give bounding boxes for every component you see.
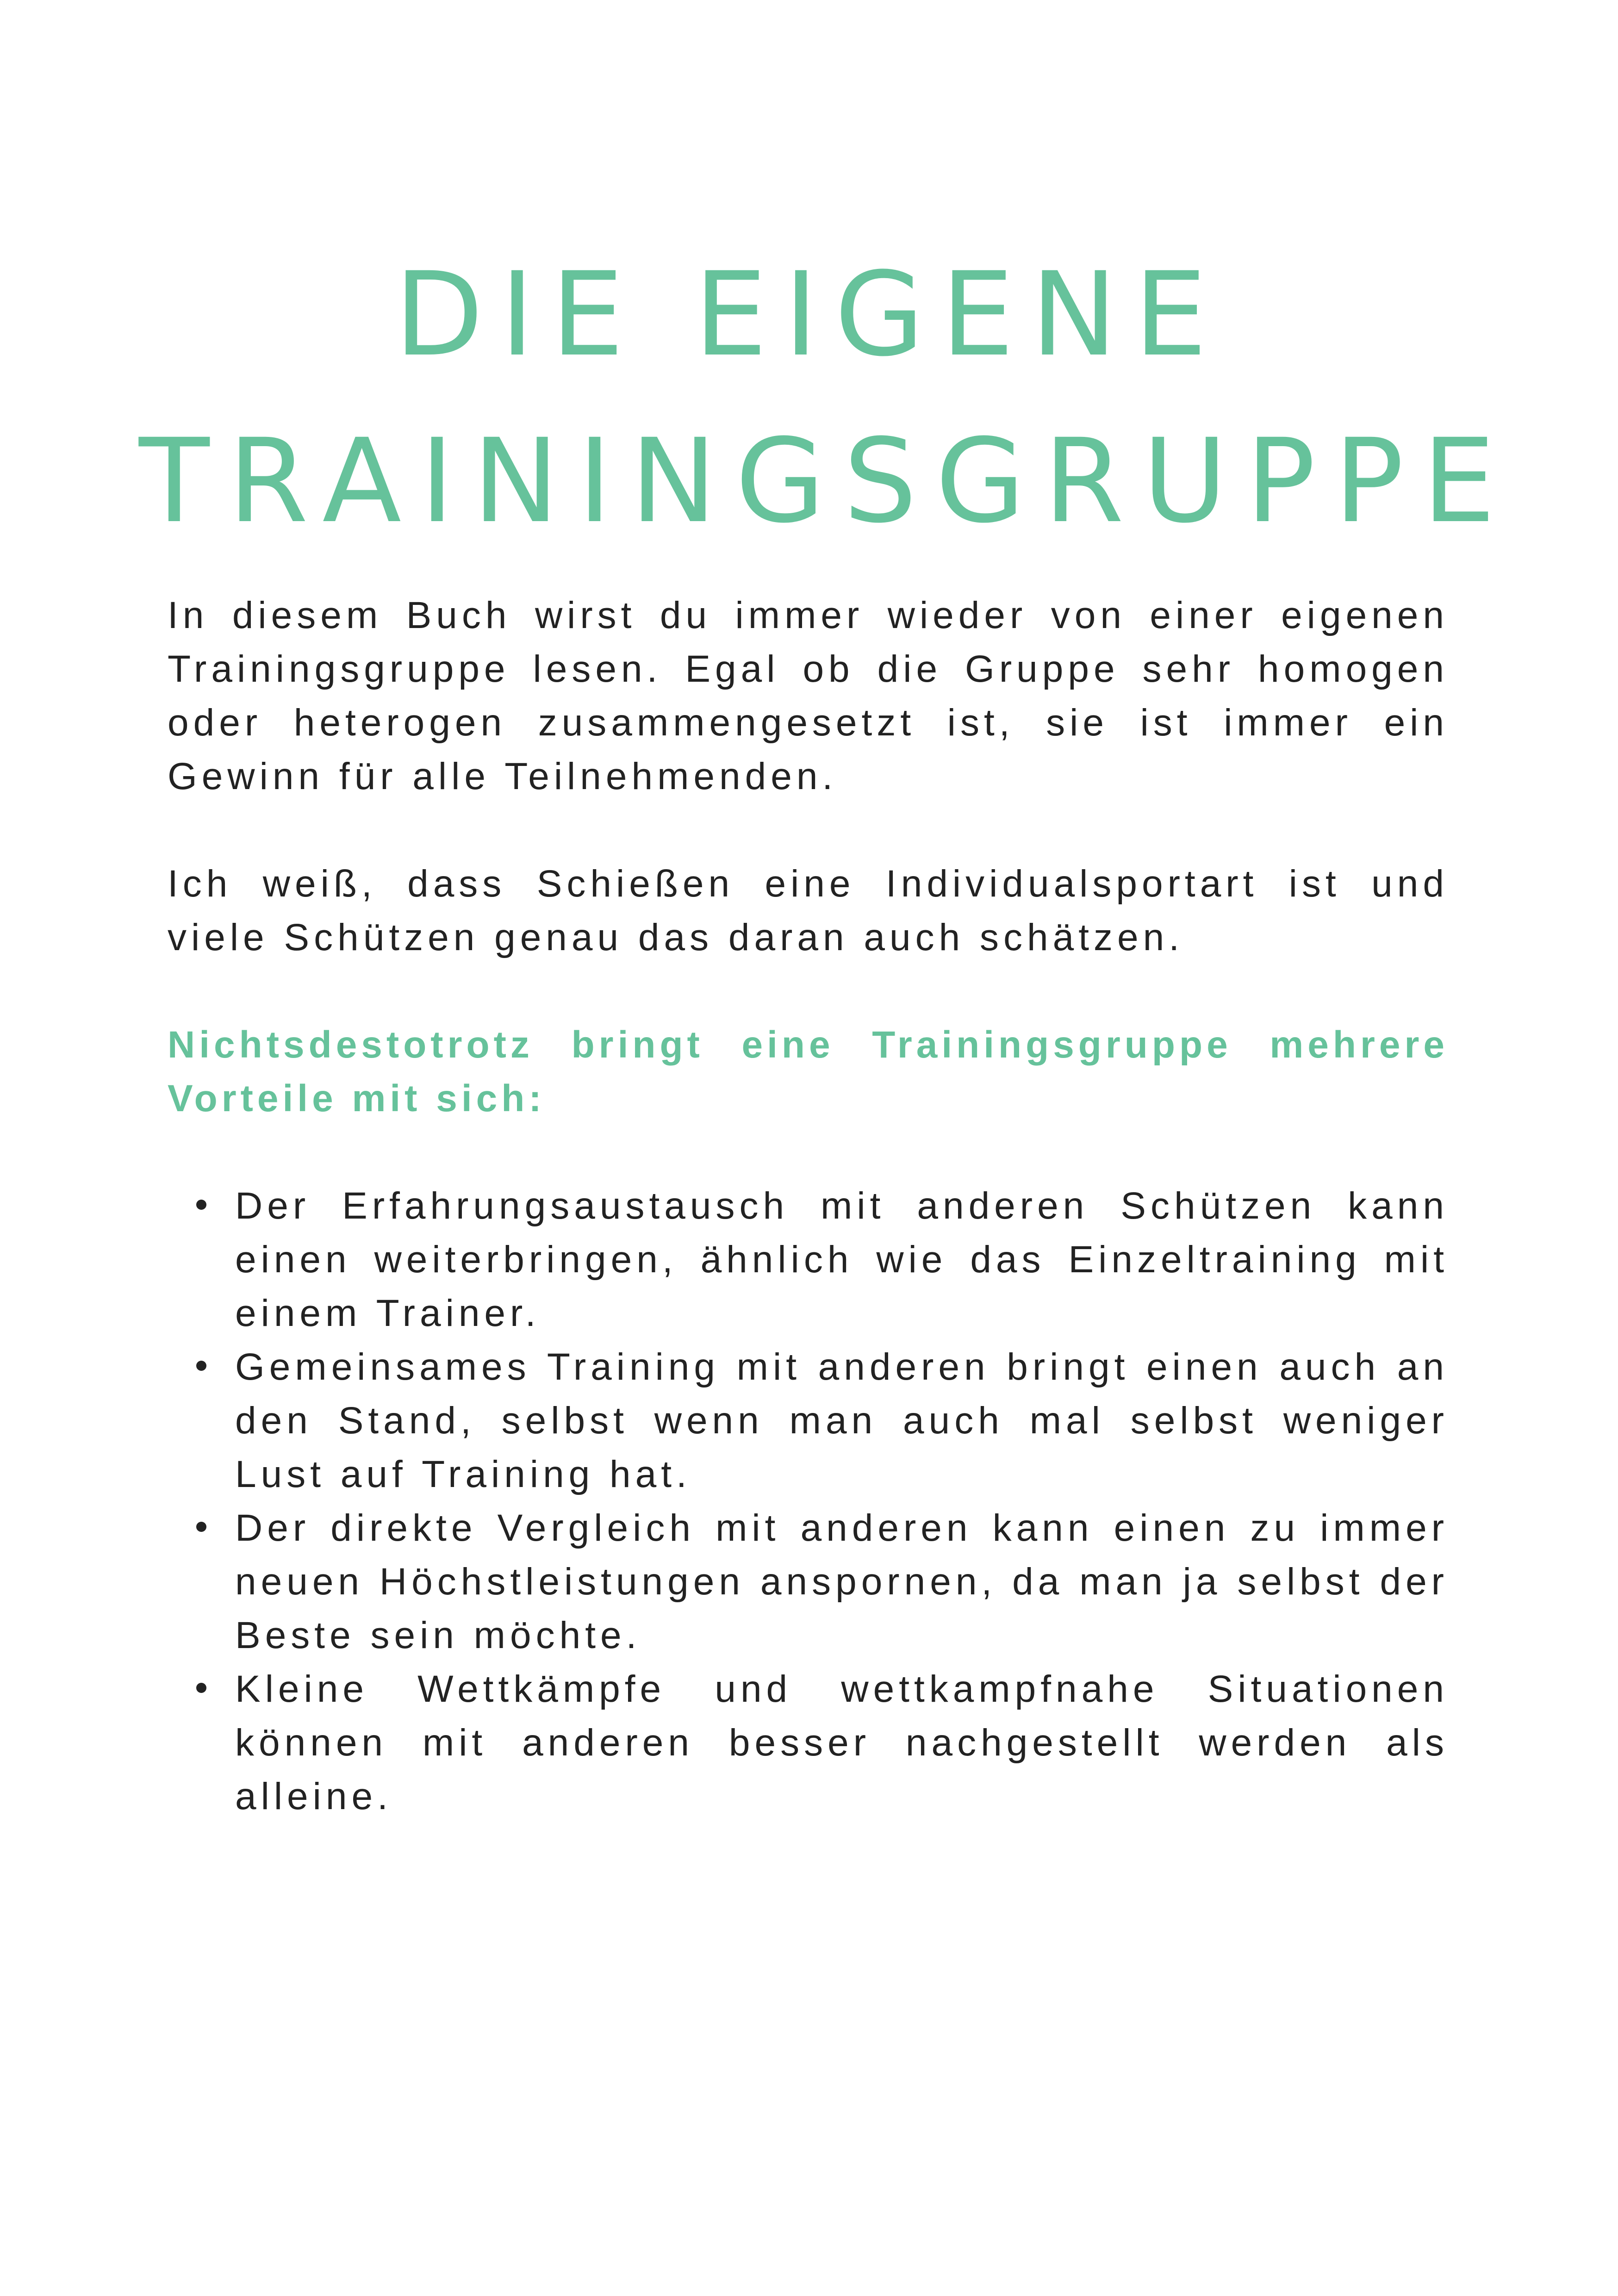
page-title (139, 231, 1514, 565)
list-item (168, 1179, 1449, 1340)
highlight-heading: Nichtsdestotrotz bringt eine Trainingsgruppe mehrere Vorteile mit sich: (168, 1024, 1449, 1120)
bullet-icon (196, 1361, 206, 1371)
list-item (168, 1340, 1449, 1501)
list-item-text: Gemeinsames Training mit anderen bringt einen auch an den Stand, selbst wenn man auch mal selbst weniger Lust auf Training hat. (235, 1346, 1449, 1495)
title-line-1: DIE EIGENE (394, 247, 1224, 382)
advantages-list (168, 1179, 1449, 1823)
list-item-text: Kleine Wettkämpfe und wettkampfnahe Situationen können mit anderen besser nachgestellt werden als alleine. (235, 1668, 1449, 1817)
list-item-text: Der direkte Vergleich mit anderen kann einen zu immer neuen Höchstleistungen anspornen, da man ja selbst der Beste sein möchte. (235, 1507, 1449, 1656)
bullet-icon (196, 1200, 206, 1210)
list-item (168, 1662, 1449, 1823)
title-line-2: TRAININGSGRUPPE (139, 414, 1514, 548)
list-item (168, 1501, 1449, 1662)
bullet-icon (196, 1683, 206, 1693)
intro-paragraph: In diesem Buch wirst du immer wieder von einer eigenen Trainingsgruppe lesen. Egal ob die Gruppe sehr homogen oder heterogen zusammengesetzt ist, sie ist immer ein Gewinn für alle Teilnehmenden. (168, 594, 1449, 797)
list-item-text: Der Erfahrungsaustausch mit anderen Schützen kann einen weiterbringen, ähnlich wie das Einzeltraining mit einem Trainer. (235, 1185, 1449, 1334)
bullet-icon (196, 1522, 206, 1532)
body-content (168, 589, 1449, 1823)
second-paragraph: Ich weiß, dass Schießen eine Individualsportart ist und viele Schützen genau das daran auch schätzen. (168, 863, 1449, 958)
